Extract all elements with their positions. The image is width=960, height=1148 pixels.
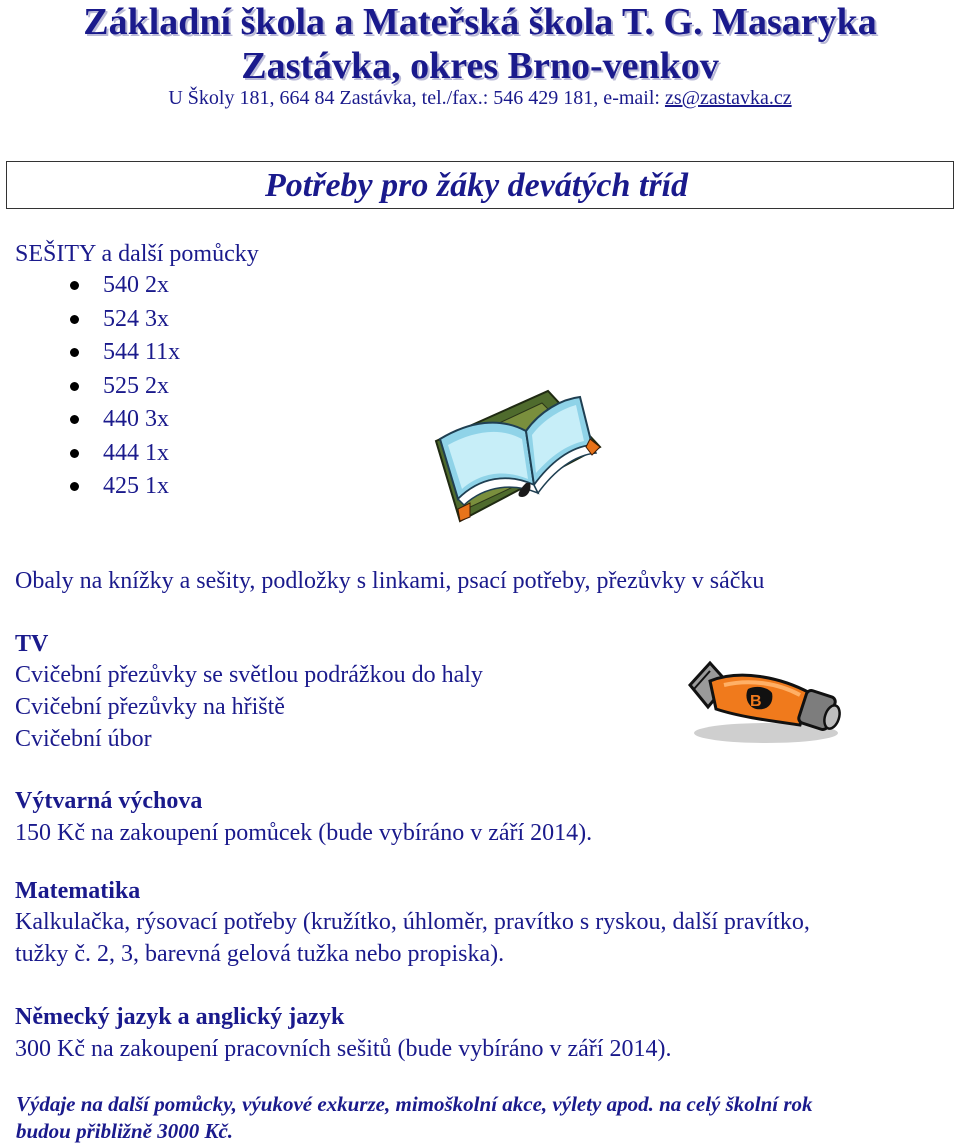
notebook-item-label: 440 3x: [103, 406, 169, 432]
bullet-icon: [70, 449, 79, 458]
notebook-item: [0, 303, 180, 337]
page-title: Potřeby pro žáky devátých tříd: [265, 167, 689, 204]
notebook-item: [0, 470, 180, 504]
notebooks-heading: SEŠITY a další pomůcky: [15, 241, 259, 267]
email-link[interactable]: zs@zastavka.cz: [664, 87, 792, 109]
bullet-icon: [70, 382, 79, 391]
paint-tube-icon: [680, 655, 845, 750]
art-heading: Výtvarná výchova: [15, 788, 203, 814]
pe-line: Cvičební přezůvky se světlou podrážkou do haly: [15, 662, 483, 688]
bullet-icon: [70, 415, 79, 424]
footer-line1: Výdaje na další pomůcky, výukové exkurze, mimoškolní akce, výlety apod. na celý školní rok: [16, 1092, 813, 1116]
page-title-box: [6, 161, 954, 209]
art-text: 150 Kč na zakoupení pomůcek (bude vybíráno v září 2014).: [15, 820, 593, 846]
math-line1: Kalkulačka, rýsovací potřeby (kružítko, úhloměr, pravítko s ryskou, další pravítko,: [15, 909, 810, 935]
notebook-item-label: 525 2x: [103, 372, 169, 399]
pe-lines: [15, 659, 483, 755]
open-book-icon: [430, 385, 605, 525]
footer-line2: budou přibližně 3000 Kč.: [16, 1119, 234, 1143]
notebook-item-label: 444 1x: [103, 439, 169, 466]
notebook-item-label: 425 1x: [103, 473, 169, 499]
notebook-item-label: 544 11x: [103, 339, 181, 365]
school-name-line1: Základní škola a Mateřská škola T. G. Masaryka: [83, 1, 877, 43]
school-name: [0, 0, 960, 88]
notebook-item: [0, 336, 180, 370]
footer-note: [16, 1091, 946, 1145]
languages-text: 300 Kč na zakoupení pracovních sešitů (bude vybíráno v září 2014).: [15, 1036, 672, 1062]
notebook-item-label: 540 2x: [103, 272, 169, 298]
notebook-item: [0, 269, 180, 303]
pe-line: Cvičební přezůvky na hřiště: [15, 694, 285, 720]
bullet-icon: [70, 281, 79, 290]
notebook-item: [0, 437, 180, 471]
math-line2: tužky č. 2, 3, barevná gelová tužka nebo propiska).: [15, 941, 505, 967]
bullet-icon: [70, 482, 79, 491]
bullet-icon: [70, 348, 79, 357]
notebooks-list: [0, 269, 180, 504]
notebook-item: [0, 370, 180, 404]
math-heading: Matematika: [15, 878, 141, 904]
school-name-line2: Zastávka, okres Brno-venkov: [241, 45, 719, 87]
pe-heading: TV: [15, 631, 49, 657]
address-text: U Školy 181, 664 84 Zastávka, tel./fax.: 546 429 181, e-mail:: [168, 87, 665, 109]
general-supplies: Obaly na knížky a sešity, podložky s linkami, psací potřeby, přezůvky v sáčku: [15, 568, 765, 594]
school-address: [0, 86, 960, 110]
notebook-item-label: 524 3x: [103, 305, 169, 332]
languages-heading: Německý jazyk a anglický jazyk: [15, 1004, 345, 1030]
svg-text:B: B: [750, 693, 762, 710]
notebook-item: [0, 403, 180, 437]
bullet-icon: [70, 315, 79, 324]
pe-line: Cvičební úbor: [15, 726, 152, 752]
